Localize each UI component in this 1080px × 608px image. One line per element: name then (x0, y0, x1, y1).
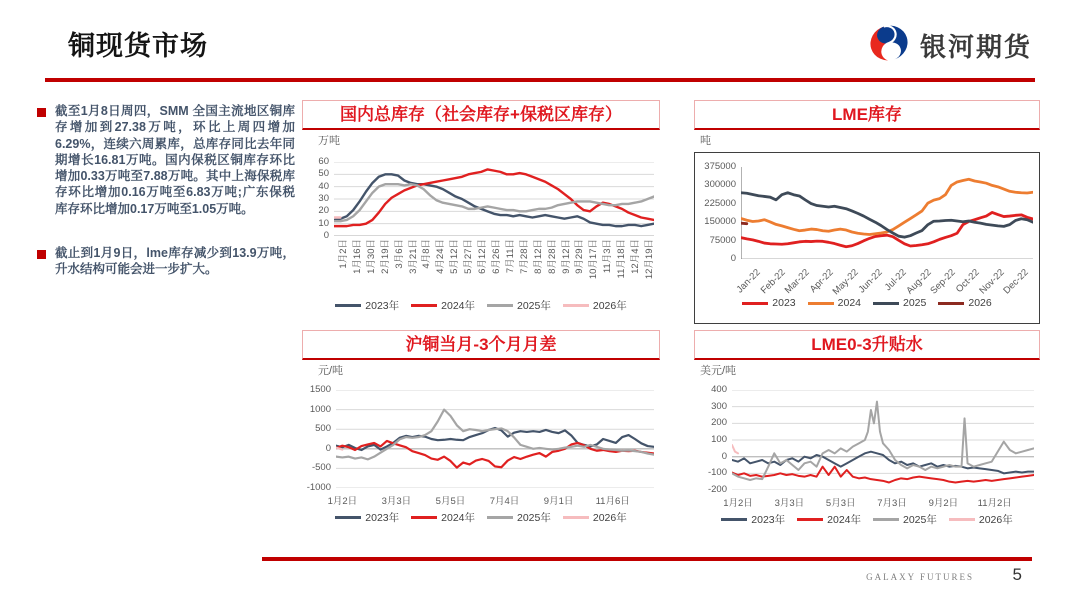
legend-label: 2023年 (365, 512, 400, 524)
y-tick-label: 100 (711, 434, 727, 445)
y-tick-label: 60 (318, 156, 329, 167)
legend-item-2025年 (487, 298, 551, 313)
legend-swatch (808, 302, 834, 305)
series-line-2024年 (336, 441, 654, 468)
legend-swatch (563, 304, 589, 307)
x-tick-label: Sep-22 (928, 267, 958, 297)
y-tick-label: 0 (323, 230, 329, 241)
y-axis-unit-label: 元/吨 (318, 365, 344, 377)
x-tick-label: 11月6日 (595, 496, 630, 507)
page-number: 5 (1012, 565, 1022, 584)
legend-swatch (335, 516, 361, 519)
legend-swatch (949, 518, 975, 521)
chart-plot-area (302, 380, 660, 532)
x-tick-label: 1月16日 (351, 239, 363, 274)
x-tick-label: 3月6日 (393, 239, 405, 269)
chart-panel-lme-0-3-premium (694, 330, 1040, 534)
x-tick-label: 1月2日 (723, 498, 753, 509)
legend-label: 2026年 (592, 300, 627, 312)
x-tick-label: 3月21日 (407, 239, 419, 274)
legend (695, 297, 1039, 309)
legend-item-2026年 (563, 298, 627, 313)
x-tick-label: 12月4日 (630, 239, 642, 274)
chart-title: LME库存 (694, 100, 1040, 130)
x-axis-ticks (723, 490, 1034, 512)
legend-swatch (335, 304, 361, 307)
x-tick-label: Feb-22 (758, 267, 788, 297)
legend-label: 2025年 (517, 512, 551, 524)
x-tick-label: 1月30日 (365, 239, 377, 274)
x-tick-label: 10月17日 (588, 239, 600, 280)
x-tick-label: Aug-22 (903, 267, 934, 297)
y-tick-label: 1500 (309, 384, 331, 395)
y-tick-label: -200 (707, 484, 727, 495)
series-line-2023年 (334, 174, 654, 226)
legend-label: 2026 (968, 297, 992, 309)
y-tick-label: 300 (711, 400, 727, 412)
x-tick-label: Jul-22 (882, 267, 909, 294)
x-tick-label: Mar-22 (782, 267, 812, 297)
legend-label: 2024 (837, 297, 861, 309)
bullet-item (37, 245, 295, 278)
chart-title: 沪铜当月-3个月月差 (302, 330, 660, 360)
legend-swatch (797, 518, 823, 521)
x-tick-label: 1月2日 (337, 239, 349, 269)
x-tick-label: 3月3日 (774, 498, 805, 509)
y-tick-label: 30 (318, 193, 329, 204)
x-tick-label: 1月2日 (327, 496, 358, 507)
y-tick-label: -1000 (306, 482, 331, 493)
legend-swatch (938, 302, 964, 305)
x-tick-label: Oct-22 (953, 267, 982, 295)
series-line-2025年 (336, 410, 654, 460)
legend-swatch (721, 518, 747, 521)
galaxy-futures-logo (866, 22, 1032, 69)
chart-plot-area (694, 152, 1040, 324)
page-title: 铜现货市场 (68, 31, 208, 61)
x-tick-label: 5月5日 (435, 496, 466, 507)
y-tick-label: -500 (311, 462, 331, 474)
header-divider (45, 78, 1035, 82)
legend-item-2025年 (873, 512, 937, 527)
legend (302, 298, 660, 313)
y-tick-label: 150000 (704, 216, 736, 228)
legend-swatch (873, 302, 899, 305)
legend-label: 2023 (772, 297, 796, 309)
chart-plot-area (694, 380, 1040, 534)
legend-swatch (487, 516, 513, 519)
legend-label: 2025年 (517, 300, 551, 312)
legend-label: 2024年 (441, 300, 475, 312)
legend-swatch (873, 518, 899, 521)
plot-canvas (336, 390, 654, 488)
y-tick-label: 20 (318, 205, 329, 217)
y-tick-label: 300000 (704, 179, 736, 191)
x-tick-label: 9月2日 (928, 498, 959, 509)
x-tick-label: 6月26日 (491, 239, 502, 274)
y-tick-label: 50 (318, 168, 329, 180)
legend-item-2023年 (721, 512, 785, 527)
x-tick-label: 5月12日 (449, 239, 461, 274)
legend-label: 2024年 (441, 512, 475, 524)
x-tick-label: 7月11日 (504, 239, 516, 274)
x-axis-ticks (734, 259, 1033, 298)
y-tick-label: 75000 (709, 234, 736, 246)
y-tick-label: 0 (730, 253, 736, 264)
x-tick-label: 9月12日 (560, 239, 572, 274)
legend-item-2026年 (949, 512, 1013, 527)
logo-text: 银河期货 (919, 32, 1032, 62)
legend-item-2024年 (411, 510, 475, 525)
legend-label: 2023年 (365, 300, 400, 312)
y-axis-unit-label: 美元/吨 (700, 365, 737, 377)
y-axis-unit-label: 万吨 (318, 135, 340, 147)
bullet-marker (37, 108, 46, 117)
legend-swatch (411, 304, 437, 307)
x-tick-label: 7月3日 (877, 498, 907, 509)
y-tick-label: 375000 (704, 161, 736, 172)
x-tick-label: 11月3日 (602, 239, 614, 274)
x-tick-label: 9月29日 (574, 239, 586, 274)
x-axis-ticks (334, 236, 654, 298)
x-tick-label: 8月12日 (532, 239, 544, 274)
footer-brand: GALAXY FUTURES (866, 572, 974, 582)
legend-item-2024 (808, 297, 861, 309)
plot-canvas (741, 167, 1033, 259)
x-tick-label: 5月3日 (825, 498, 856, 509)
footer-divider (262, 557, 1032, 561)
y-axis-ticks (302, 384, 336, 493)
legend-label: 2025年 (903, 514, 937, 526)
x-tick-label: 6月12日 (477, 239, 489, 274)
chart-panel-lme-inventory (694, 100, 1040, 324)
y-tick-label: 0 (721, 450, 727, 462)
y-tick-label: 10 (318, 217, 329, 229)
legend-swatch (742, 302, 768, 305)
x-tick-label: 2月19日 (379, 239, 391, 274)
y-axis-ticks (302, 156, 334, 241)
x-tick-label: 3月3日 (381, 496, 412, 507)
x-tick-label: 7月4日 (489, 496, 520, 507)
chart-title: 国内总库存（社会库存+保税区库存） (302, 100, 660, 130)
legend-item-2026年 (563, 510, 627, 525)
legend-label: 2024年 (827, 514, 861, 526)
legend-swatch (487, 304, 513, 307)
legend-label: 2025 (903, 297, 927, 309)
legend-item-2025 (873, 297, 926, 309)
x-tick-label: 4月24日 (435, 239, 447, 274)
legend-label: 2026年 (978, 514, 1013, 526)
legend-item-2024年 (797, 512, 861, 527)
x-tick-label: 11月2日 (977, 498, 1012, 509)
chart-panel-shfe-month-spread (302, 330, 660, 532)
y-tick-label: 0 (325, 442, 331, 454)
legend-swatch (411, 516, 437, 519)
x-tick-label: 11月18日 (616, 239, 628, 279)
y-tick-label: 1000 (309, 403, 331, 415)
y-axis-ticks (694, 384, 732, 495)
legend-swatch (563, 516, 589, 519)
x-tick-label: Jun-22 (856, 267, 885, 296)
x-tick-label: 12月19日 (644, 239, 656, 280)
legend (694, 512, 1040, 527)
series-line-2025年 (732, 402, 1034, 480)
chart-title: LME0-3升贴水 (694, 330, 1040, 360)
legend-item-2025年 (487, 510, 551, 525)
bullet-marker (37, 250, 46, 259)
x-tick-label: Dec-22 (1001, 267, 1031, 297)
y-axis-ticks (695, 161, 741, 264)
y-tick-label: 40 (318, 180, 329, 192)
legend-item-2024年 (411, 298, 475, 313)
y-axis-unit-label: 吨 (700, 135, 711, 147)
legend-label: 2026年 (592, 512, 627, 524)
y-tick-label: 500 (315, 423, 331, 435)
x-axis-ticks (327, 488, 654, 510)
y-tick-label: 225000 (704, 197, 736, 209)
series-line-2023年 (336, 428, 654, 450)
x-tick-label: 7月28日 (518, 239, 530, 274)
legend-item-2023 (742, 297, 795, 309)
bullet-text: 截至1月8日周四，SMM 全国主流地区铜库存增加到27.38万吨，环比上周四增加6.29%，连续六周累库，总库存同比去年同期增长16.81万吨。国内保税区铜库存环比增加0.33万吨至7.88万吨。其中上海保税库存环比增加0.16万吨至6.83万吨;广东保税库存环比增加0.17万吨至1.05万吨。 (55, 104, 295, 216)
x-tick-label: 4月8日 (421, 239, 433, 269)
x-tick-label: 5月27日 (463, 239, 475, 274)
series-line-2026年 (732, 445, 738, 453)
x-tick-label: Nov-22 (976, 267, 1007, 297)
x-tick-label: 8月28日 (546, 239, 558, 274)
legend (302, 510, 660, 525)
y-tick-label: -100 (707, 467, 727, 479)
legend-item-2026 (938, 297, 991, 309)
bullet-text: 截止到1月9日，lme库存减少到13.9万吨，升水结构可能会进一步扩大。 (55, 245, 295, 276)
plot-canvas (732, 390, 1034, 490)
x-tick-label: May-22 (830, 267, 861, 298)
y-tick-label: 200 (711, 417, 727, 429)
series-line-2024年 (334, 169, 654, 226)
legend-item-2023年 (335, 510, 399, 525)
x-tick-label: Jan-22 (734, 267, 763, 296)
chart-plot-area (302, 150, 660, 312)
x-tick-label: Apr-22 (807, 267, 836, 295)
x-tick-label: 9月1日 (543, 496, 574, 507)
bullet-list (37, 103, 295, 305)
plot-canvas (334, 162, 654, 236)
legend-item-2023年 (335, 298, 399, 313)
chart-panel-domestic-total-inventory (302, 100, 660, 312)
galaxy-logo-icon (866, 22, 912, 69)
bullet-item (37, 103, 295, 217)
y-tick-label: 400 (711, 384, 727, 395)
legend-label: 2023年 (751, 514, 786, 526)
